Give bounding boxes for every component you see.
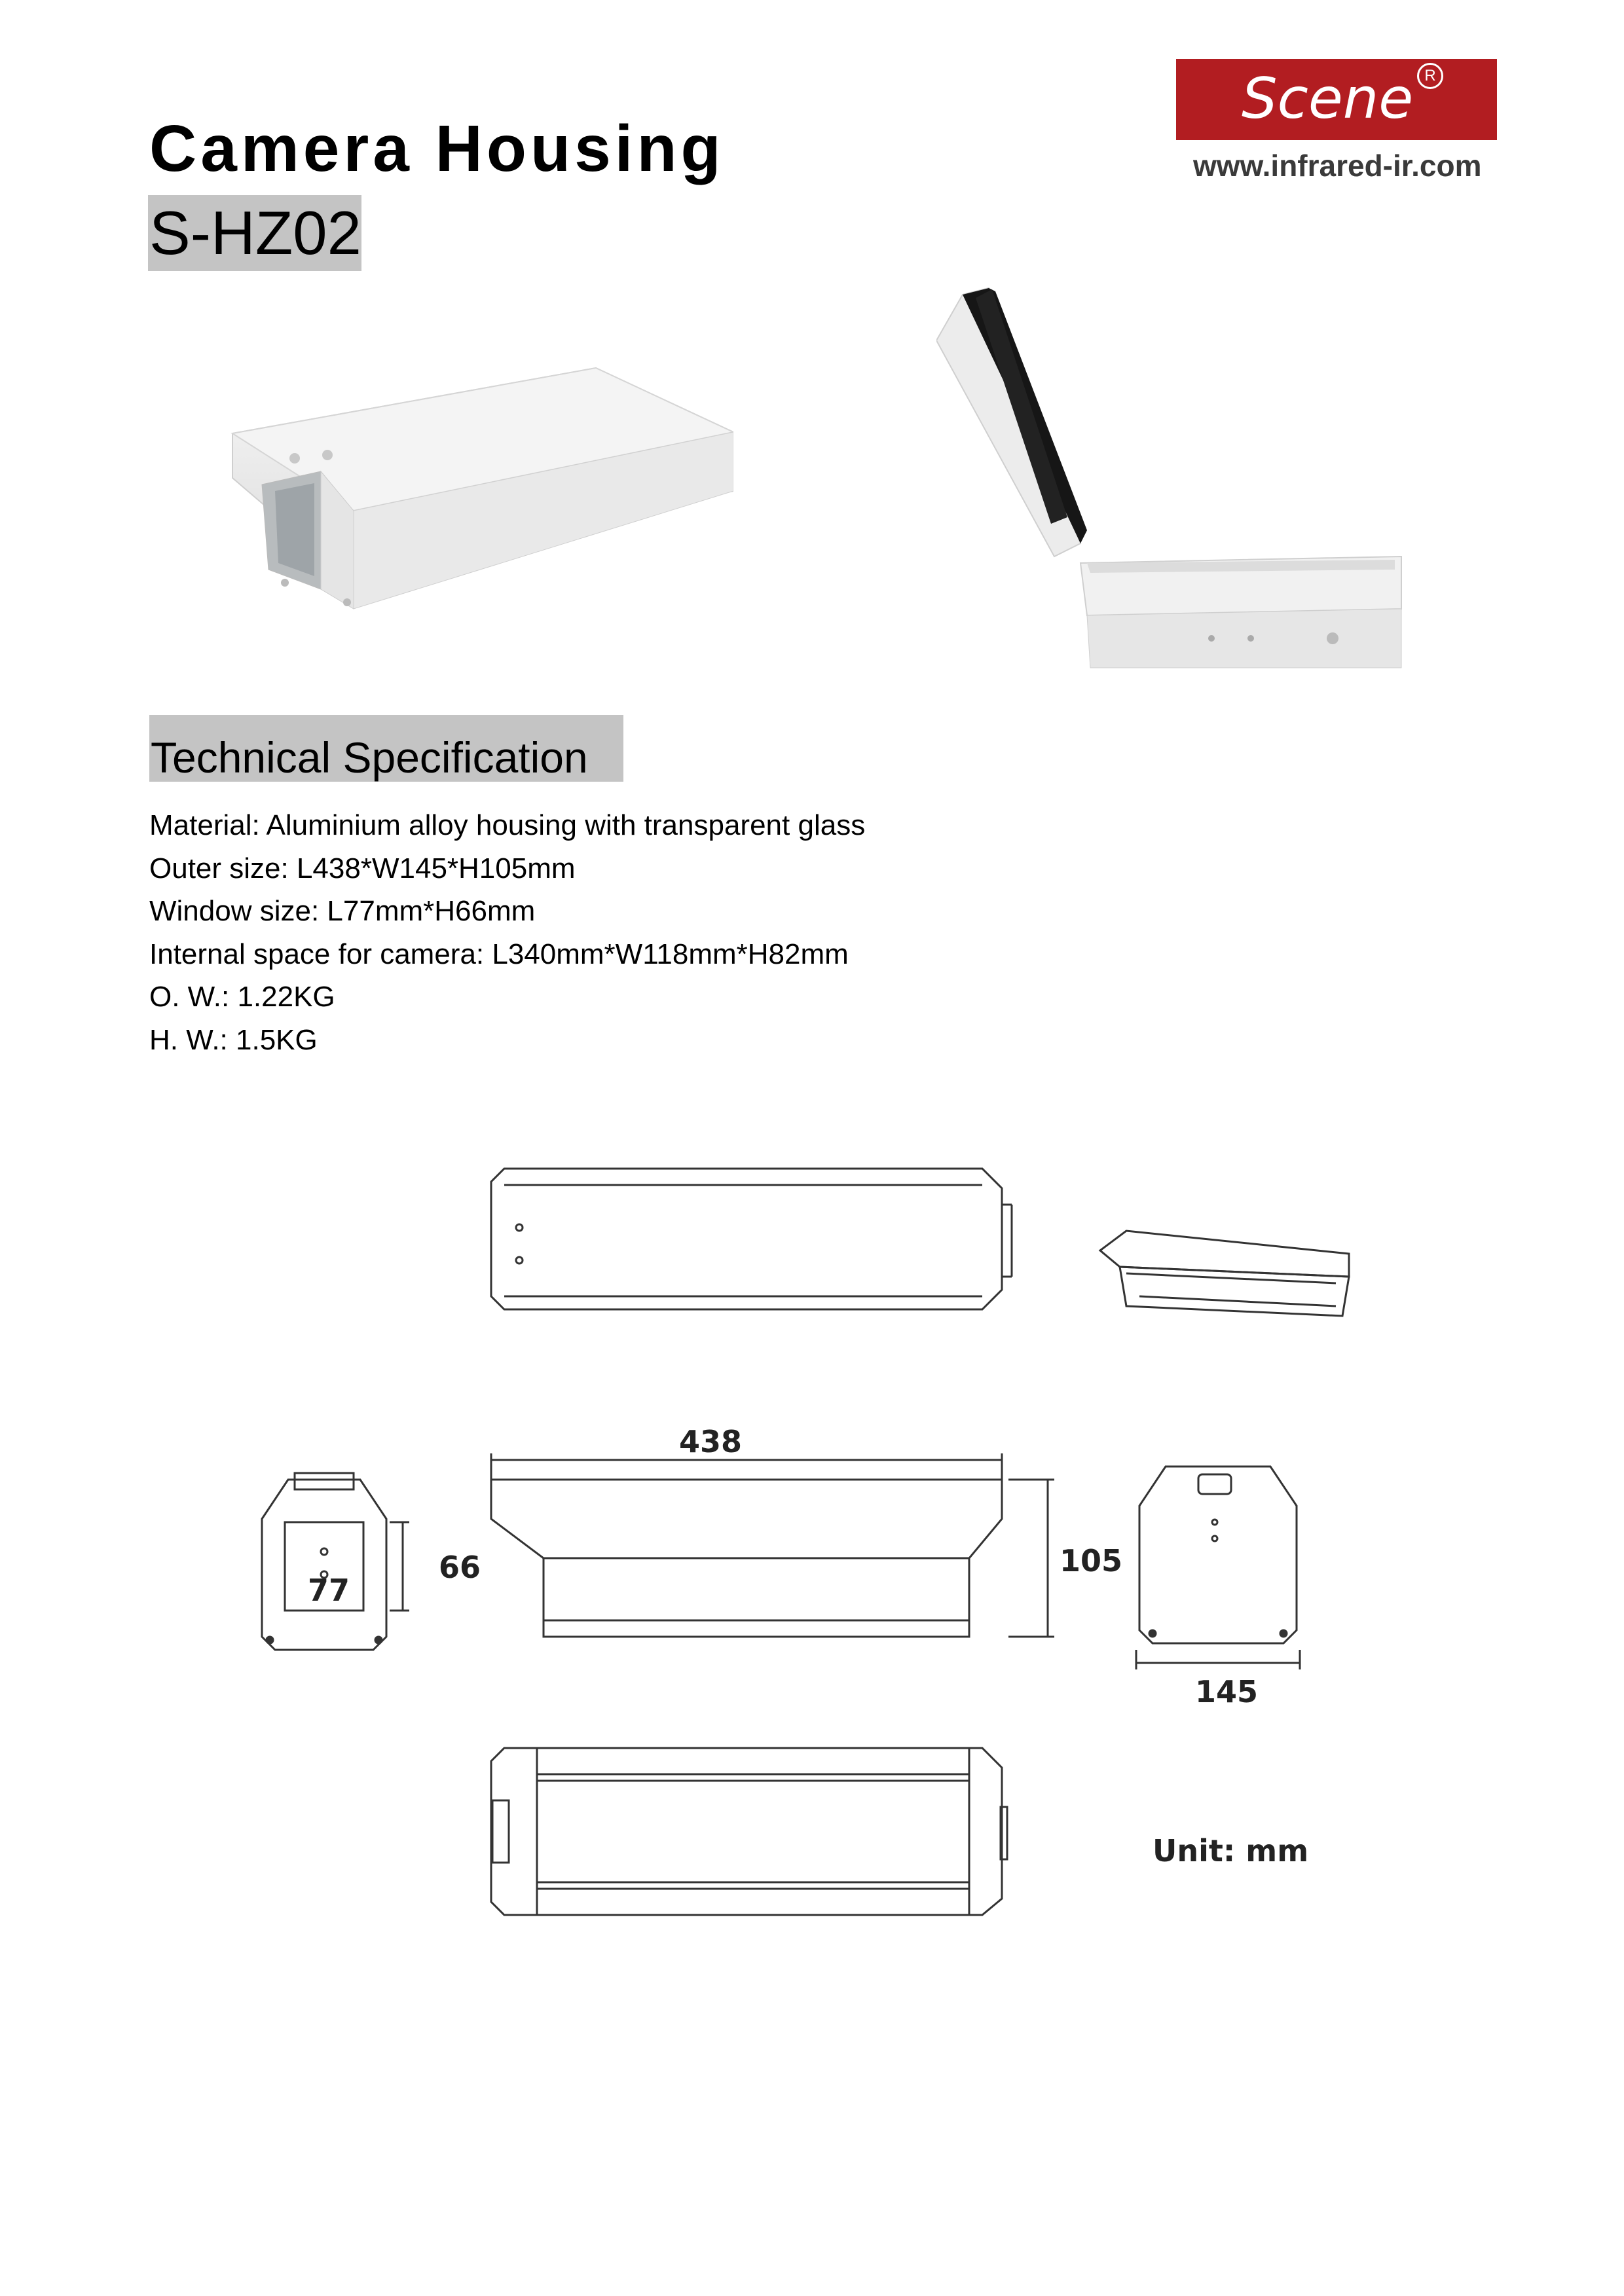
model-number: S-HZ02	[148, 195, 361, 271]
spec-item-gross-weight: H. W.: 1.5KG	[149, 1023, 318, 1056]
brand-logo	[1176, 59, 1497, 140]
height-dimension-label: 105	[1060, 1543, 1123, 1578]
width-dimension-label: 145	[1195, 1674, 1259, 1709]
window-height-label: 66	[439, 1550, 481, 1585]
length-dimension-label: 438	[679, 1424, 743, 1459]
isometric-sketch	[1100, 1231, 1349, 1316]
spec-item-internal-space: Internal space for camera: L340mm*W118mm*H82mm	[149, 938, 849, 970]
spec-item-outer-size: Outer size: L438*W145*H105mm	[149, 852, 576, 884]
bottom-view-drawing	[491, 1748, 1007, 1915]
side-view-drawing	[491, 1453, 1054, 1637]
rear-view-drawing	[1136, 1467, 1300, 1669]
window-width-label: 77	[308, 1573, 350, 1608]
housing-open-photo	[936, 282, 1421, 674]
housing-closed-photo	[223, 360, 733, 635]
registered-mark: R	[1417, 63, 1443, 89]
top-view-drawing	[491, 1169, 1012, 1309]
page-title: Camera Housing	[149, 112, 725, 185]
spec-list	[149, 804, 865, 1061]
spec-item-material: Material: Aluminium alloy housing with transparent glass	[149, 809, 866, 841]
brand-name: Scene	[1242, 66, 1414, 132]
spec-item-window-size: Window size: L77mm*H66mm	[149, 895, 536, 927]
front-view-drawing	[262, 1473, 409, 1650]
unit-label: Unit: mm	[1153, 1833, 1309, 1868]
spec-heading: Technical Specification	[149, 715, 623, 782]
spec-item-net-weight: O. W.: 1.22KG	[149, 981, 335, 1013]
website-url: www.infrared-ir.com	[1193, 149, 1482, 183]
